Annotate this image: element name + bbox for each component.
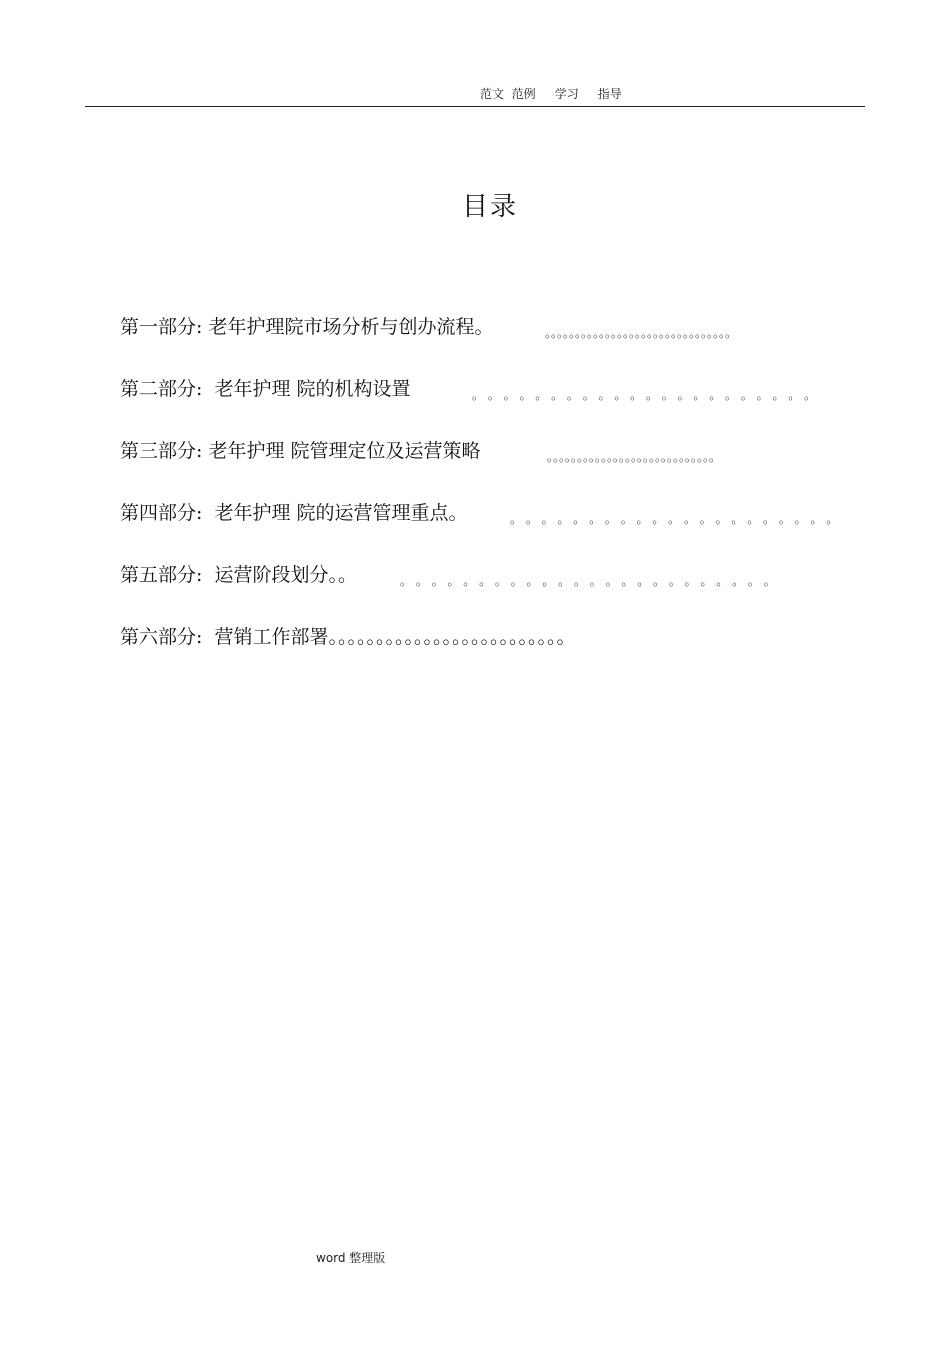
- toc-entry-text: 第一部分: 老年护理院市场分析与创办流程。: [120, 316, 494, 338]
- toc-entry-text: 第三部分: 老年护理 院管理定位及运营策略: [120, 440, 481, 462]
- toc-leader: 。。。。。。。。。。。。。。。。。。。。。。。。。。。。: [547, 450, 722, 464]
- page-title: 目录: [461, 192, 518, 222]
- toc-entry-text: 第六部分: 营销工作部署。。。。。。。。。。。。。。。。。。。。。。。。。: [120, 626, 576, 648]
- toc-leader: 。 。 。 。 。 。 。 。 。 。 。 。 。 。 。 。 。 。 。 。 。 。 。 。: [400, 574, 776, 588]
- toc-leader: 。。。。。。。。。。。。。。。。。。。。。。。。。。。。。。。: [545, 326, 738, 340]
- header-text: 范文 范例 学习 指导: [480, 87, 622, 101]
- toc-entry[interactable]: [120, 498, 865, 560]
- toc-entry[interactable]: [120, 560, 865, 622]
- toc-entry[interactable]: [120, 374, 865, 436]
- toc-entry-text: 第四部分: 老年护理 院的运营管理重点。: [120, 502, 468, 524]
- toc-entry-text: 第二部分: 老年护理 院的机构设置: [120, 378, 411, 400]
- toc-entry-text: 第五部分: 运营阶段划分。。: [120, 564, 357, 586]
- toc-entry[interactable]: [120, 436, 865, 498]
- page-footer: word 整理版: [316, 1251, 386, 1265]
- toc-entry[interactable]: [120, 622, 865, 684]
- toc-leader: 。 。 。 。 。 。 。 。 。 。 。 。 。 。 。 。 。 。 。 。 。: [510, 512, 839, 526]
- page-header: [85, 82, 865, 107]
- toc-leader: 。 。 。 。 。 。 。 。 。 。 。 。 。 。 。 。 。 。 。 。 。 。: [472, 388, 817, 402]
- toc-entry[interactable]: [120, 312, 865, 374]
- table-of-contents: [120, 312, 865, 684]
